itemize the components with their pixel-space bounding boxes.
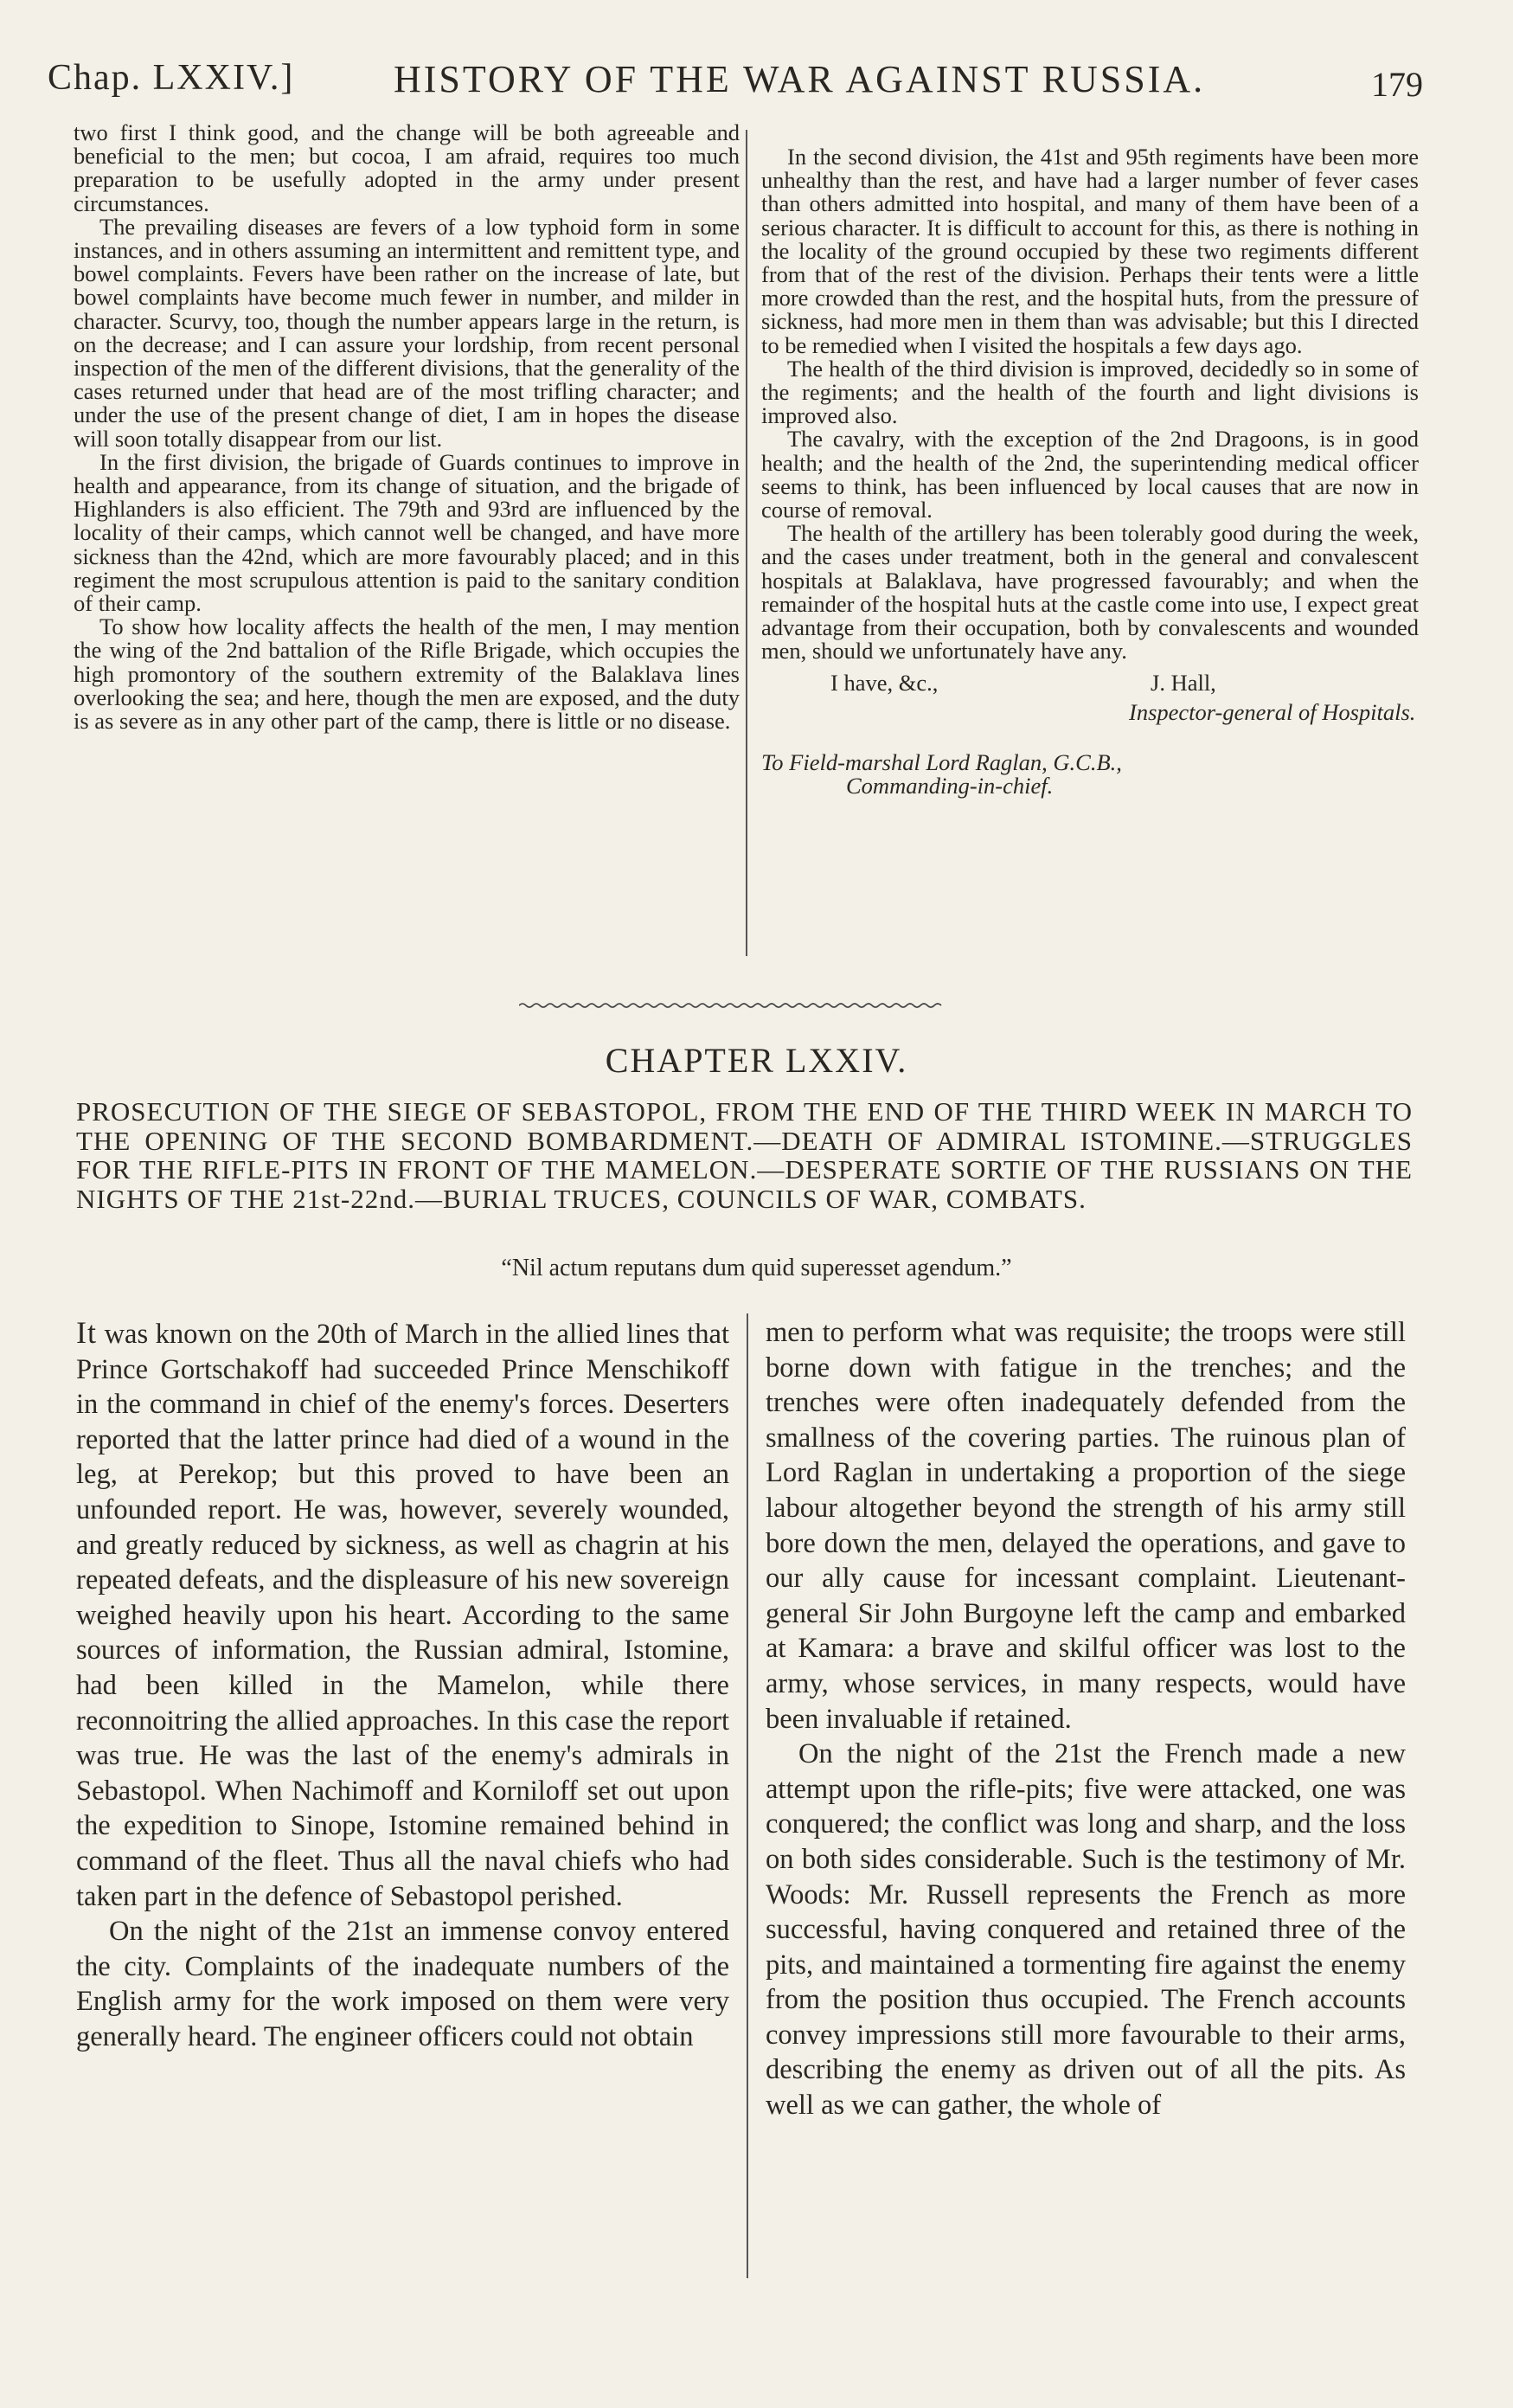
- body-text: was known on the 20th of March in the allied lines that Prince Gortschakoff had succeeded Prince Menschikoff in the command in chief of the enemy's forces. Deserters reported that the latter prince had died of a wound in the leg, at Perekop; but this proved to have been an unfounded report. He was, however, severely wounded, and greatly reduced by sickness, as well as chagrin at his repeated defeats, and the displeasure of his new sovereign weighed heavily upon his heart. According to the same sources of information, the Russian admiral, Istomine, had been killed in the Mamelon, while there reconnoitring the allied approaches. In this case the report was true. He was the last of the enemy's admirals in Sebastopol. When Nachimoff and Korniloff set out upon the expedition to Sinope, Istomine remained behind in command of the fleet. Thus all the naval chiefs who had taken part in the defence of Sebastopol perished.: [76, 1319, 729, 1912]
- body-paragraph: On the night of the 21st an immense convoy entered the city. Complaints of the inadequate numbers of the English army for the work imposed on them were very generally heard. The engineer officers could not obtain: [76, 1916, 729, 2052]
- letter-paragraph: The cavalry, with the exception of the 2nd Dragoons, is in good health; and the health of the 2nd, the superintending medical officer seems to think, has been influenced by local causes that are now in course of removal.: [761, 426, 1419, 523]
- body-right-column: [766, 1315, 1406, 2123]
- running-title: HISTORY OF THE WAR AGAINST RUSSIA.: [394, 58, 1206, 100]
- addressee-line-2: Commanding-in-chief.: [846, 772, 1054, 799]
- letter-paragraph: The health of the third division is improved, decidedly so in some of the regiments; and the health of the fourth and light divisions is improved also.: [761, 355, 1419, 429]
- chapter-synopsis: PROSECUTION OF THE SIEGE OF SEBASTOPOL, FROM THE END OF THE THIRD WEEK IN MARCH TO THE OPENING OF THE SECOND BOMBARDMENT.—DEATH OF ADMIRAL ISTOMINE.—STRUGGLES FOR THE RIFLE-PITS IN FRONT OF THE MAMELON.—DESPERATE SORTIE OF THE RUSSIANS ON THE NIGHTS OF THE 21st-22nd.—BURIAL TRUCES, COUNCILS OF WAR, COMBATS.: [76, 1096, 1413, 1214]
- letter-paragraph: To show how locality affects the health of the men, I may mention the wing of the 2nd battalion of the Rifle Brigade, which occupies the high promontory of the southern extremity of the Balaklava lines overlooking the sea; and here, though the men are exposed, and the duty is as severe as in any other part of the camp, there is little or no disease.: [74, 613, 740, 735]
- letter-paragraph: The health of the artillery has been tolerably good during the week, and the cases under treatment, both in the general and convalescent hospitals at Balaklava, have progressed favourably; and when the remainder of the hospital huts at the castle come into use, I expect great advantage from their occupation, both by convalescents and wounded men, should we unfortunately have any.: [761, 520, 1419, 665]
- body-paragraph: [76, 1315, 729, 1914]
- letter-signoff: [761, 671, 1419, 701]
- running-header: [48, 57, 1432, 126]
- letter-paragraph: In the first division, the brigade of Guards continues to improve in health and appearance, from its change of situation, and the brigade of Highlanders is also efficient. The 79th and 93rd are influenced by the locality of their camps, which cannot well be changed, and have more sickness than the 42nd, which are more favourably placed; and in this regiment the most scrupulous attention is paid to the sanitary condition of their camp.: [74, 448, 740, 617]
- page-number: 179: [1371, 65, 1423, 104]
- letter-signature: J. Hall,: [1151, 670, 1216, 697]
- letter-left-column: [74, 121, 740, 733]
- letter-paragraph: In the second division, the 41st and 95th regiments have been more unhealthy than the rest, and have had a larger number of fever cases than others admitted into hospital, and many of them have been of a serious character. It is difficult to account for this, as there is nothing in the locality of the ground occupied by these two regiments different from that of the rest of the division. Perhaps their tents were a little more crowded than the rest, and the hospital huts, from the pressure of sickness, had more men in them than was advisable; but this I directed to be remedied when I visited the hospitals a few days ago.: [761, 144, 1419, 358]
- body-paragraph: men to perform what was requisite; the troops were still borne down with fatigue in the trenches; and the trenches were often inadequately defended from the smallness of the covering parties. The ruinous plan of Lord Raglan in undertaking a proportion of the siege labour altogether beyond the strength of his army still bore down the men, delayed the operations, and gave to our ally cause for incessant complaint. Lieutenant-general Sir John Burgoyne left the camp and embarked at Kamara: a brave and skilful officer was lost to the army, whose services, in many respects, would have been invaluable if retained.: [766, 1317, 1406, 1735]
- letter-paragraph: two first I think good, and the change will be both agreeable and beneficial to the men; but cocoa, I am afraid, requires too much preparation to be usefully adopted in the army under present circumstances.: [74, 119, 740, 216]
- chapter-label: Chap. LXXIV.]: [48, 58, 295, 98]
- addressee-line-1: To Field-marshal Lord Raglan, G.C.B.,: [761, 748, 1122, 775]
- chapter-title: CHAPTER LXXIV.: [605, 1041, 908, 1080]
- signature-title: Inspector-general of Hospitals.: [1129, 699, 1416, 726]
- letter-right-column: [761, 145, 1419, 798]
- drop-cap: It: [76, 1315, 97, 1350]
- letter-closing: I have, &c.,: [830, 670, 939, 697]
- wavy-separator: [519, 1002, 943, 1009]
- body-left-column: [76, 1315, 729, 2054]
- chapter-motto: “Nil actum reputans dum quid superesset agendum.”: [501, 1255, 1012, 1281]
- column-divider-bottom: [747, 1313, 748, 2278]
- body-paragraph: On the night of the 21st the French made a new attempt upon the rifle-pits; five were attacked, one was conquered; the conflict was long and sharp, and the loss on both sides considerable. Such is the testimony of Mr. Woods: Mr. Russell represents the French as more successful, having conquered and retained three of the pits, and maintained a tormenting fire against the enemy from the position thus occupied. The French accounts convey impressions still more favourable to their arms, describing the enemy as driven out of all the pits. As well as we can gather, the whole of: [766, 1738, 1406, 2122]
- column-divider-top: [746, 130, 747, 956]
- letter-paragraph: The prevailing diseases are fevers of a low typhoid form in some instances, and in others assuming an intermittent and remittent type, and bowel complaints. Fevers have been rather on the increase of late, but bowel complaints have become much fewer in number, and milder in character. Scurvy, too, though the number appears large in the return, is on the decrease; and I can assure your lordship, from recent personal inspection of the men of the different divisions, that the generality of the cases returned under that head are of the most trifling character; and under the use of the present change of diet, I am in hopes the disease will soon totally disappear from our list.: [74, 213, 740, 452]
